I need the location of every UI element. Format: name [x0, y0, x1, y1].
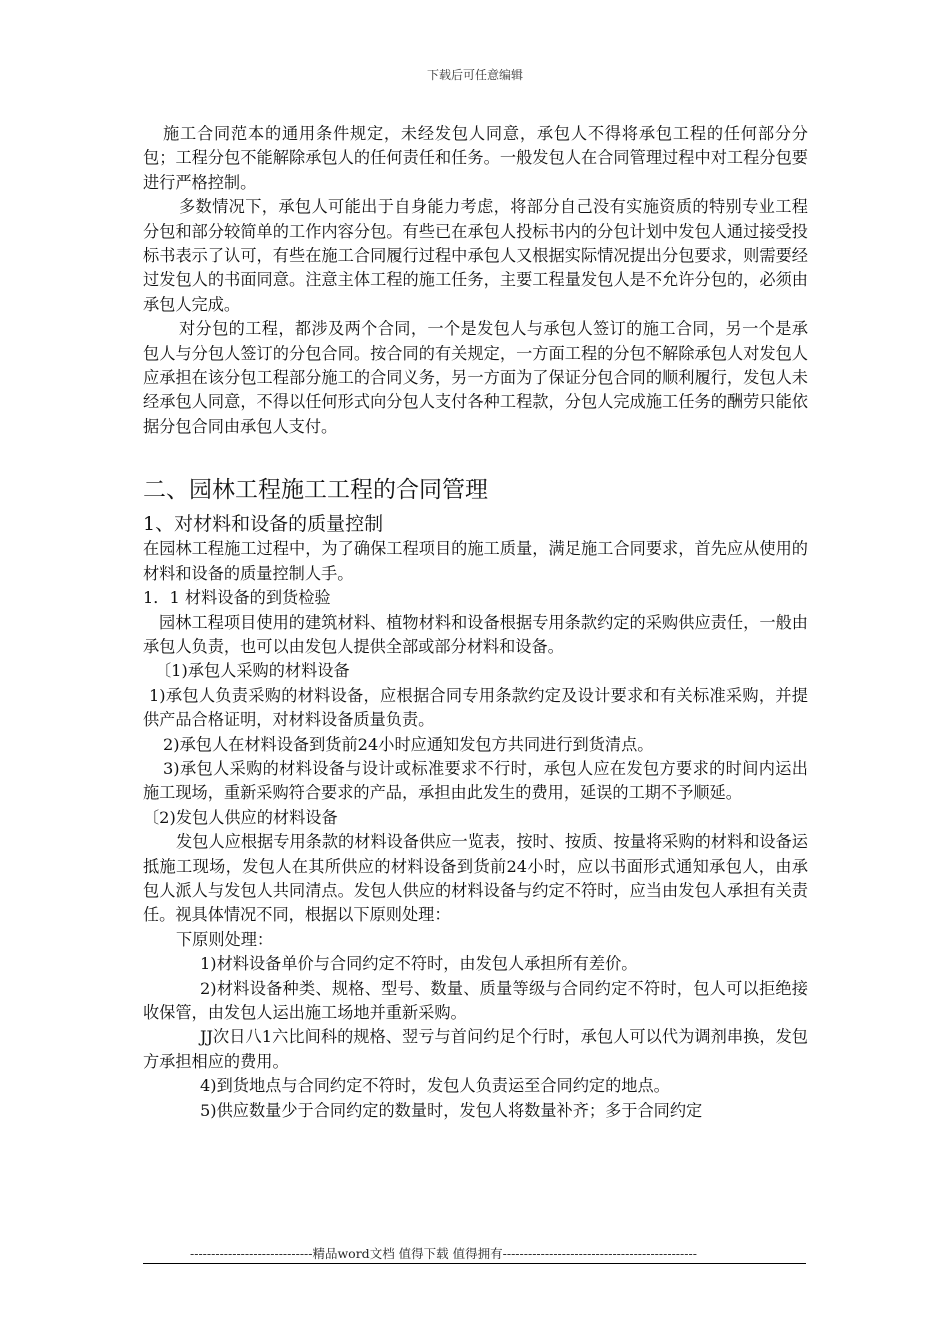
item2-title: 〔2)发包人供应的材料设备 — [143, 807, 338, 827]
paragraph-1: 施工合同范本的通用条件规定，未经发包人同意，承包人不得将承包工程的任何部分分包；工程分包不能解除承包人的任何责任和任务。一般发包人在合同管理过程中对工程分包要进行严格控制。 — [143, 124, 808, 192]
sub-intro: 园林工程项目使用的建筑材料、植物材料和设备根据专用条款约定的采购供应责任，一般由承包人负责，也可以由发包人提供全部或部分材料和设备。 — [143, 612, 808, 656]
header-note: 下载后可任意编辑 — [426, 68, 523, 82]
section-subtitle: 1、对材料和设备的质量控制 — [143, 513, 384, 536]
principle-1: 1)材料设备单价与合同约定不符时，由发包人承担所有差价。 — [200, 954, 638, 974]
item2-text: 发包人应根据专用条款的材料设备供应一览表，按时、按质、按量将采购的材料和设备运抵施工现场，发包人在其所供应的材料设备到货前24小时，应以书面形式通知承包人，由承包人派人与发包人共同清点。发包人供应的材料设备与约定不符时，应当由发包人承担有关责任。视具体情况不同，根据以下原则处理： — [143, 832, 808, 925]
item1-point-2: 2)承包人在材料设备到货前24小时应通知发包方共同进行到货清点。 — [163, 734, 654, 754]
item1-point-1: 1)承包人负责采购的材料设备，应根据合同专用条款约定及设计要求和有关标准采购，并提供产品合格证明，对材料设备质量负责。 — [143, 685, 808, 730]
footer-divider — [143, 1263, 806, 1264]
section-intro: 在园林工程施工过程中，为了确保工程项目的施工质量，满足施工合同要求，首先应从使用的材料和设备的质量控制人手。 — [143, 539, 808, 583]
sub-heading: 1．1 材料设备的到货检验 — [143, 588, 331, 608]
item1-point-3: 3)承包人采购的材料设备与设计或标准要求不行时，承包人应在发包方要求的时间内运出施工现场，重新采购符合要求的产品，承担由此发生的费用，延误的工期不予顺延。 — [143, 758, 808, 803]
principle-5: 5)供应数量少于合同约定的数量时，发包人将数量补齐；多于合同约定 — [200, 1100, 703, 1120]
principle-3: JJ次日八1六比间科的规格、翌亏与首问约足个行时，承包人可以代为调剂串换，发包方承担相应的费用。 — [143, 1027, 808, 1071]
footer-text: -----------------------------精品word文档 值得下载 值得拥有---------------------------------------------- — [190, 1246, 697, 1261]
principle-4: 4)到货地点与合同约定不符时，发包人负责运至合同约定的地点。 — [200, 1076, 670, 1096]
principle-2: 2)材料设备种类、规格、型号、数量、质量等级与合同约定不符时，包人可以拒绝接收保管，由发包人运出施工场地并重新采购。 — [143, 978, 808, 1022]
principle-label: 下原则处理： — [176, 929, 274, 949]
paragraph-2: 多数情况下，承包人可能出于自身能力考虑，将部分自己没有实施资质的特别专业工程分包和部分较简单的工作内容分包。有些已在承包人投标书内的分包计划中发包人通过接受投标书表示了认可，有些在施工合同履行过程中承包人又根据实际情况提出分包要求，则需要经过发包人的书面同意。注意主体工程的施工任务，主要工程量发包人是不允许分包的，必须由承包人完成。 — [143, 197, 808, 314]
section-title: 二、园林工程施工工程的合同管理 — [143, 477, 488, 504]
paragraph-3: 对分包的工程，都涉及两个合同，一个是发包人与承包人签订的施工合同，另一个是承包人与分包人签订的分包合同。按合同的有关规定，一方面工程的分包不解除承包人对发包人应承担在该分包工程部分施工的合同义务，另一方面为了保证分包合同的顺利履行，发包人未经承包人同意，不得以任何形式向分包人支付各种工程款，分包人完成施工任务的酬劳只能依据分包合同由承包人支付。 — [143, 319, 808, 436]
document-body — [143, 122, 808, 1123]
item1-title: 〔1)承包人采购的材料设备 — [155, 661, 350, 681]
